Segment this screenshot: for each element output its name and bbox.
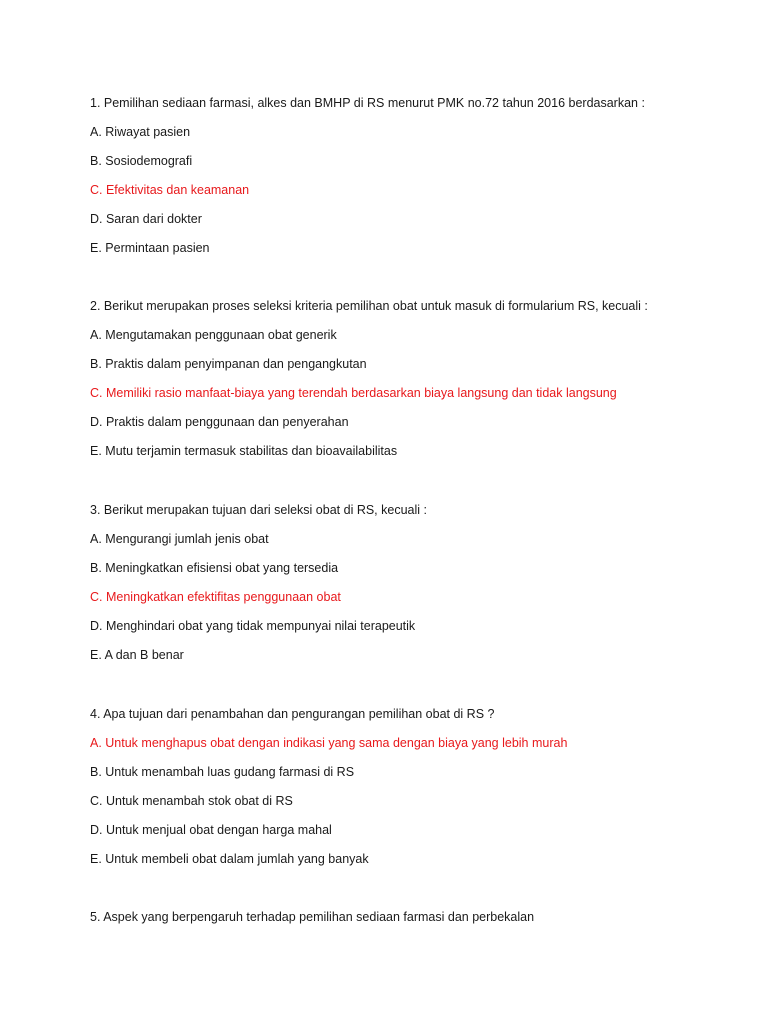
question-stem: 4. Apa tujuan dari penambahan dan pengurangan pemilihan obat di RS ? <box>90 707 495 721</box>
question-2 <box>90 298 750 472</box>
answer-option-c-correct: C. Efektivitas dan keamanan <box>90 183 250 197</box>
answer-option-b: B. Praktis dalam penyimpanan dan pengangkutan <box>90 357 367 371</box>
answer-option-c-correct: C. Memiliki rasio manfaat-biaya yang terendah berdasarkan biaya langsung dan tidak langsung <box>90 386 617 400</box>
answer-option-d: D. Saran dari dokter <box>90 212 202 226</box>
answer-option-e: E. A dan B benar <box>90 648 184 662</box>
question-1 <box>90 95 750 269</box>
answer-option-d: D. Untuk menjual obat dengan harga mahal <box>90 823 332 837</box>
answer-option-c: C. Untuk menambah stok obat di RS <box>90 794 293 808</box>
answer-option-d: D. Menghindari obat yang tidak mempunyai nilai terapeutik <box>90 619 416 633</box>
question-stem: 5. Aspek yang berpengaruh terhadap pemilihan sediaan farmasi dan perbekalan <box>90 910 535 924</box>
answer-option-b: B. Sosiodemografi <box>90 154 193 168</box>
question-stem: 3. Berikut merupakan tujuan dari seleksi obat di RS, kecuali : <box>90 503 427 517</box>
answer-option-a: A. Mengutamakan penggunaan obat generik <box>90 328 337 342</box>
answer-option-b: B. Meningkatkan efisiensi obat yang tersedia <box>90 561 339 575</box>
question-stem: 1. Pemilihan sediaan farmasi, alkes dan BMHP di RS menurut PMK no.72 tahun 2016 berdasarkan : <box>90 96 645 110</box>
answer-option-e: E. Untuk membeli obat dalam jumlah yang banyak <box>90 852 369 866</box>
answer-option-e: E. Permintaan pasien <box>90 241 210 255</box>
answer-option-a: A. Riwayat pasien <box>90 125 191 139</box>
answer-option-a: A. Mengurangi jumlah jenis obat <box>90 532 269 546</box>
question-4 <box>90 706 750 880</box>
answer-option-a-correct: A. Untuk menghapus obat dengan indikasi yang sama dengan biaya yang lebih murah <box>90 736 568 750</box>
answer-option-c-correct: C. Meningkatkan efektifitas penggunaan obat <box>90 590 341 604</box>
answer-option-b: B. Untuk menambah luas gudang farmasi di RS <box>90 765 355 779</box>
question-stem: 2. Berikut merupakan proses seleksi kriteria pemilihan obat untuk masuk di formularium RS, kecuali : <box>90 299 648 313</box>
answer-option-d: D. Praktis dalam penggunaan dan penyerahan <box>90 415 349 429</box>
question-5 <box>90 909 750 938</box>
answer-option-e: E. Mutu terjamin termasuk stabilitas dan bioavailabilitas <box>90 444 398 458</box>
question-3 <box>90 502 750 676</box>
